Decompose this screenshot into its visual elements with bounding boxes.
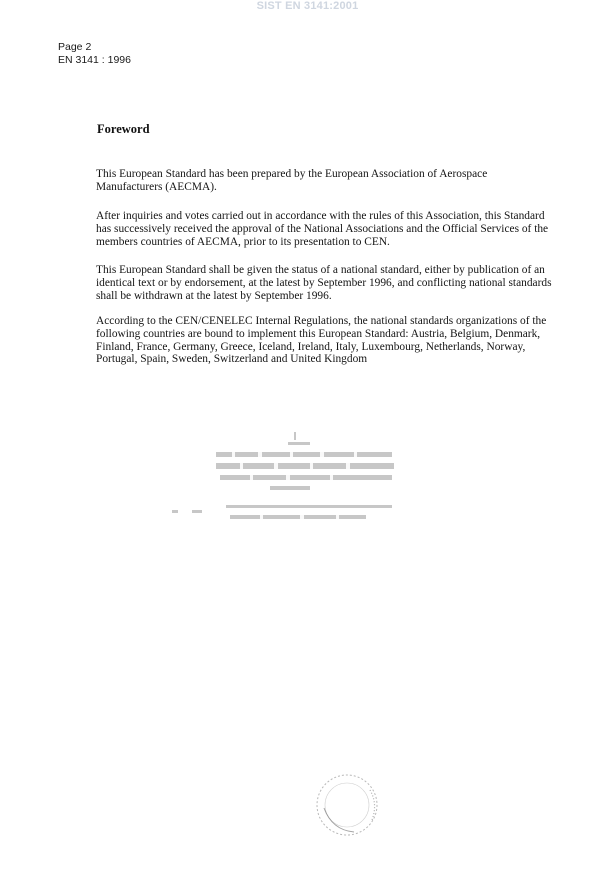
foreword-title: Foreword <box>97 122 150 136</box>
foreword-paragraph: This European Standard shall be given the status of a national standard, either by publication of an identical text or by endorsement, at the latest by September 1996, and conflicting national standards shall be withdrawn at the latest by September 1996. <box>96 264 552 302</box>
standard-number: EN 3141 : 1996 <box>58 54 131 66</box>
circular-seal <box>312 770 382 840</box>
watermark: SIST EN 3141:2001 <box>256 0 359 12</box>
page-header <box>58 41 131 67</box>
page-number: Page 2 <box>58 41 92 53</box>
faded-stamp <box>170 430 400 530</box>
foreword-paragraph: This European Standard has been prepared by the European Association of Aerospace Manufacturers (AECMA). <box>96 168 488 193</box>
foreword-paragraph: According to the CEN/CENELEC Internal Regulations, the national standards organizations of the following countries are bound to implement this European Standard: Austria, Belgium, Denmark, Finland, France, Germany, Greece, Iceland, Ireland, Italy, Luxembourg, Netherlands, Norway, Portugal, Spain, Sweden, Switzerland and United Kingdom <box>96 315 547 366</box>
foreword-paragraph: After inquiries and votes carried out in accordance with the rules of this Association, this Standard has successively received the approval of the National Associations and the Official Services of the members countries of AECMA, prior to its presentation to CEN. <box>96 210 549 248</box>
